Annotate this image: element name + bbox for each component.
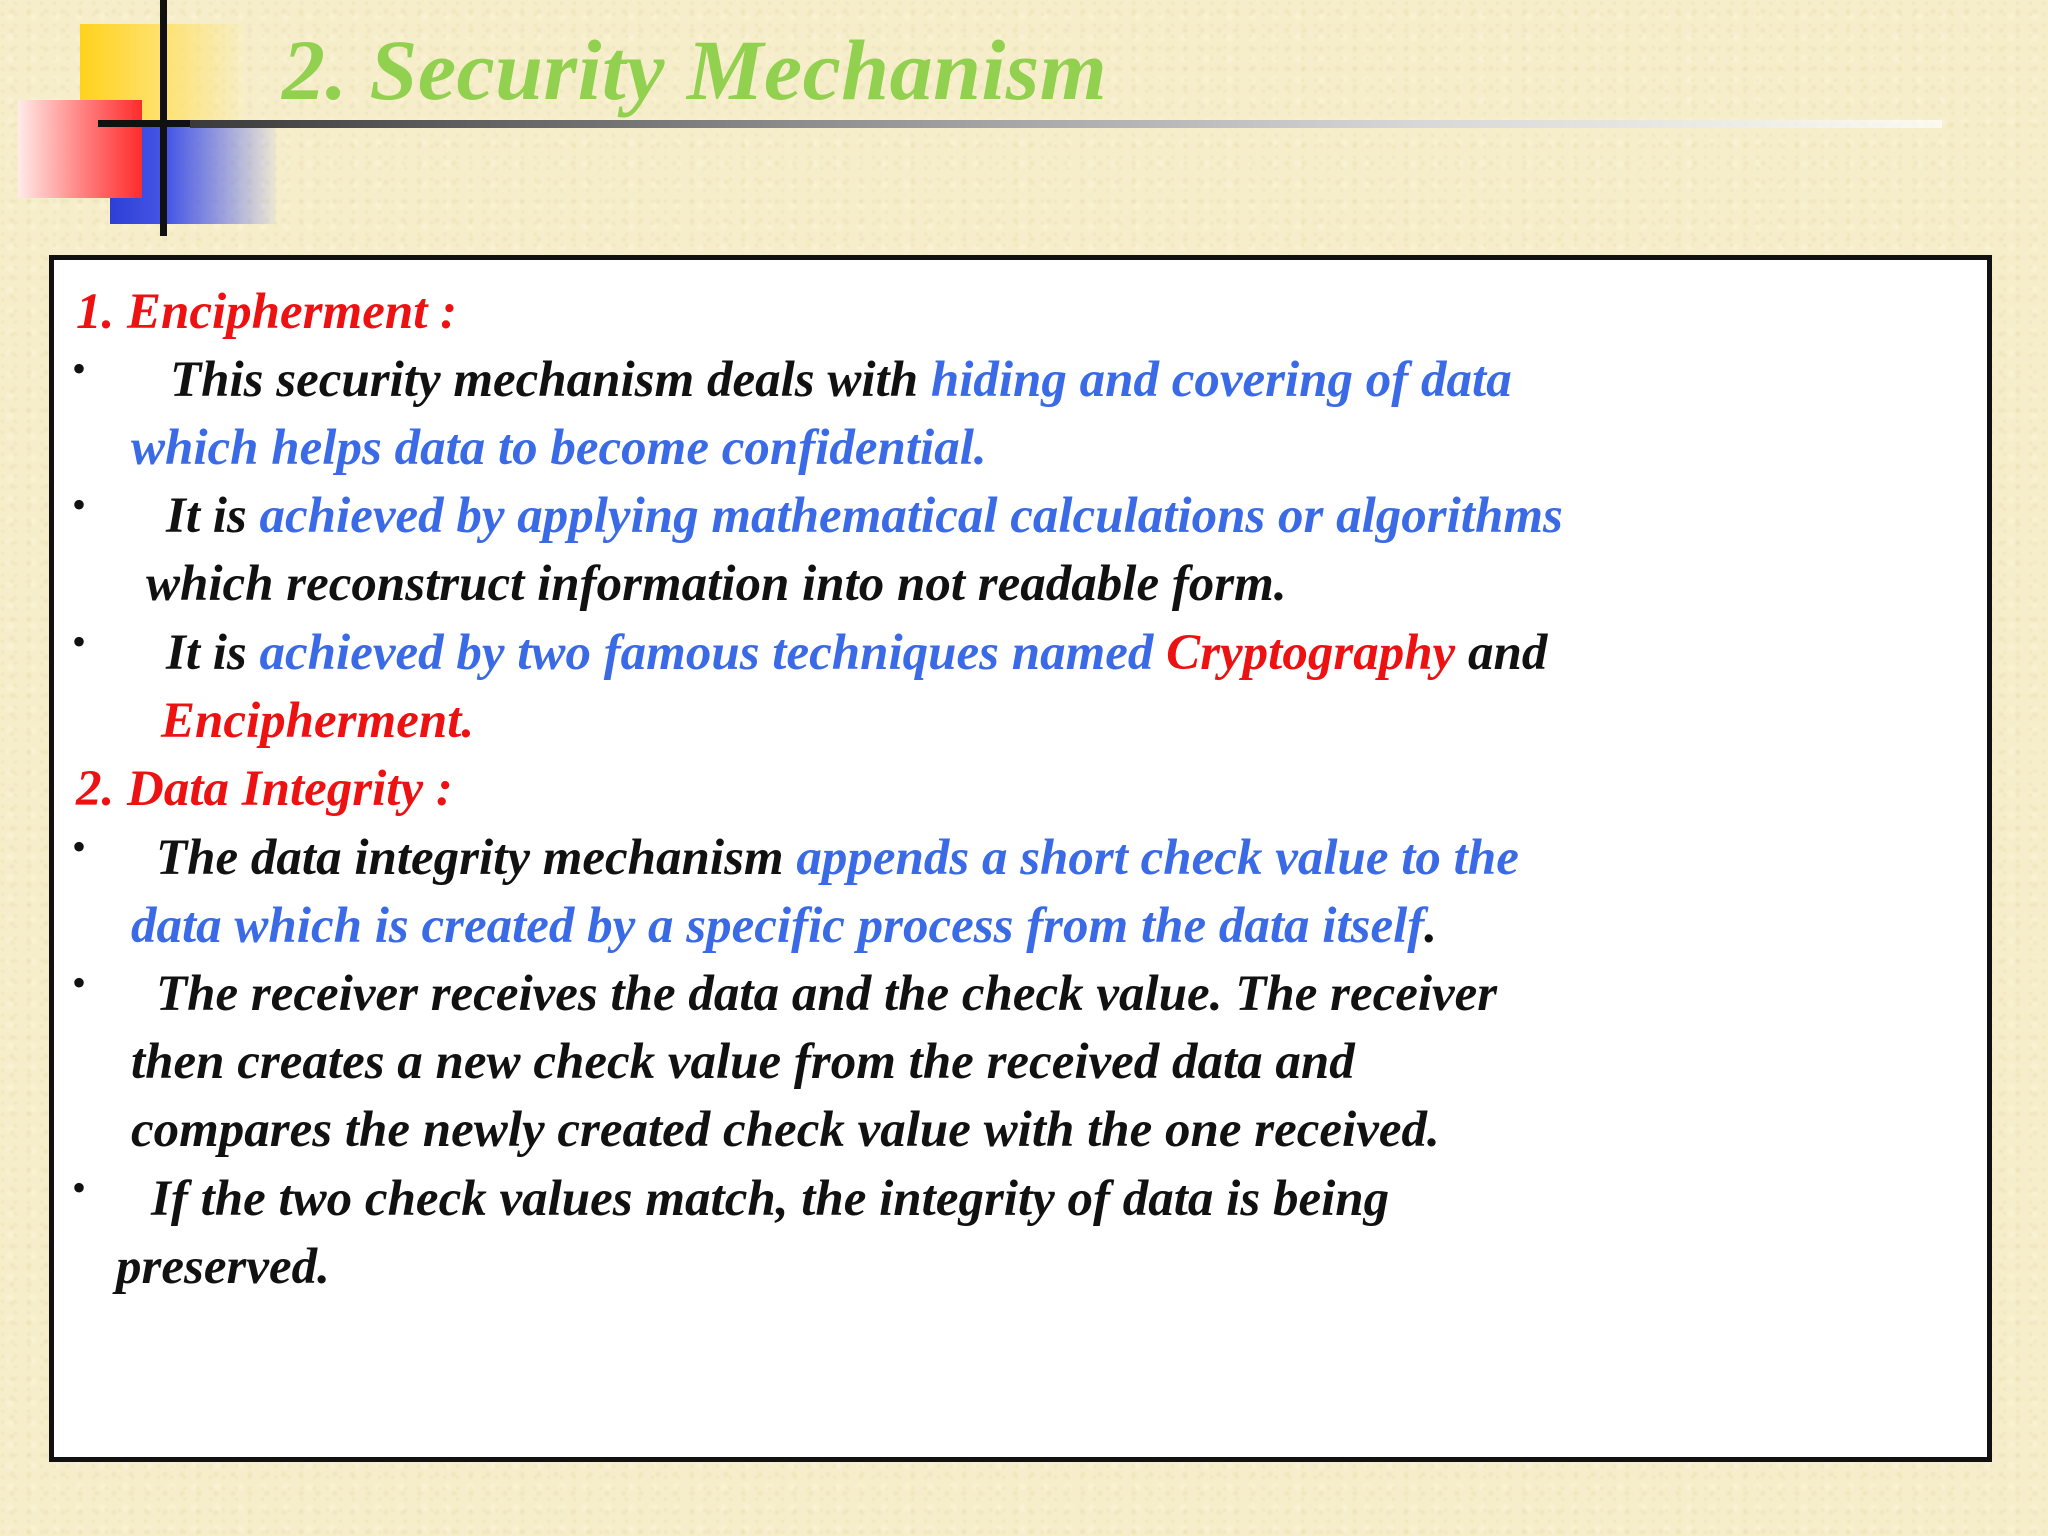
- text-emphasis: achieved by two famous techniques named: [259, 625, 1167, 681]
- section-2-bullet-1-line-2: [131, 898, 1438, 954]
- slide-title: 2. Security Mechanism: [282, 22, 1108, 118]
- content-box: [49, 255, 1992, 1462]
- bullet-2-1: •: [72, 824, 87, 869]
- section-2-bullet-1-line-1: [156, 830, 1519, 886]
- decor-red-square: [18, 100, 142, 198]
- bullet-1-1: •: [72, 346, 87, 391]
- section-1-bullet-2-line-1: [166, 488, 1563, 544]
- text-and: and: [1455, 625, 1548, 681]
- section-2-bullet-2-line-2: then creates a new check value from the received data and: [131, 1034, 1355, 1090]
- text-emphasis: achieved by applying mathematical calculations or algorithms: [259, 488, 1563, 544]
- decor-vertical-line: [160, 0, 167, 236]
- term-cryptography: Cryptography: [1166, 625, 1456, 681]
- bullet-2-2: •: [72, 960, 87, 1005]
- section-1-bullet-1-line-1: [170, 352, 1512, 408]
- bullet-1-3: •: [72, 619, 87, 664]
- text-emphasis: data which is created by a specific process from the data itself: [131, 898, 1425, 954]
- bullet-1-2: •: [72, 482, 87, 527]
- section-2-bullet-3-line-2: preserved.: [116, 1239, 330, 1295]
- bullet-2-3: •: [72, 1165, 87, 1210]
- section-2-bullet-2-line-3: compares the newly created check value with the one received.: [131, 1102, 1440, 1158]
- section-2-bullet-3-line-1: If the two check values match, the integrity of data is being: [151, 1171, 1390, 1227]
- section-2-heading: 2. Data Integrity :: [76, 761, 453, 817]
- text-lead: The data integrity mechanism: [156, 830, 797, 886]
- text-emphasis: hiding and covering of data: [930, 352, 1512, 408]
- section-2-bullet-2-line-1: The receiver receives the data and the check value. The receiver: [156, 966, 1498, 1022]
- section-1-bullet-3-line-1: [166, 625, 1548, 681]
- text-lead: It is: [166, 625, 260, 681]
- text-lead: It is: [166, 488, 260, 544]
- section-1-heading: 1. Encipherment :: [76, 284, 458, 340]
- text-emphasis: appends a short check value to the: [796, 830, 1519, 886]
- section-1-bullet-3-line-2: Encipherment.: [161, 693, 475, 749]
- title-underline-rule: [190, 120, 1942, 128]
- section-1-bullet-2-line-2: which reconstruct information into not readable form.: [146, 556, 1287, 612]
- section-1-bullet-1-line-2: which helps data to become confidential.: [131, 420, 987, 476]
- text-lead: This security mechanism deals with: [170, 352, 931, 408]
- text-period: .: [1424, 898, 1438, 954]
